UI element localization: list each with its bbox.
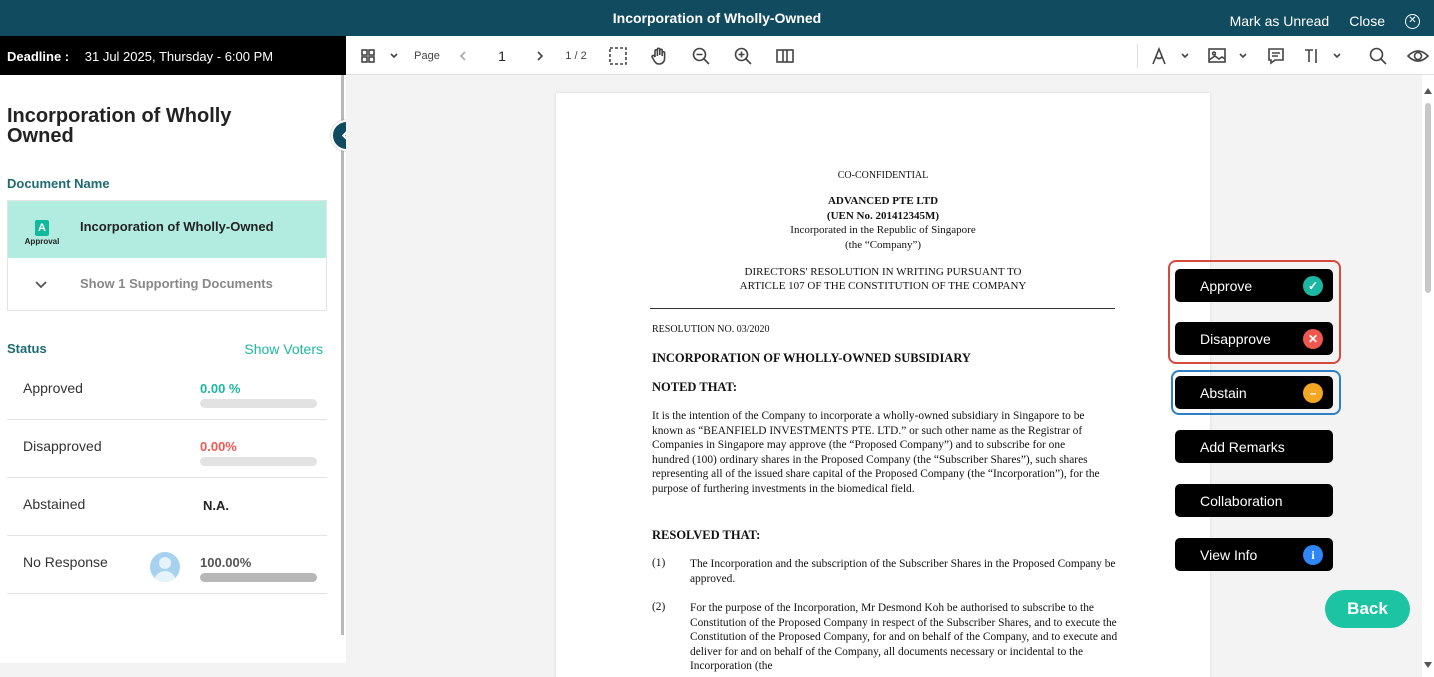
approval-badge-label: Approval xyxy=(24,237,60,246)
prev-page-icon[interactable] xyxy=(454,36,472,75)
status-row-abstained xyxy=(7,478,327,536)
check-icon: ✓ xyxy=(1303,276,1323,296)
thumbnails-icon[interactable] xyxy=(358,36,378,75)
supporting-documents-label: Show 1 Supporting Documents xyxy=(80,276,273,291)
document-card xyxy=(7,200,327,311)
top-actions xyxy=(1210,13,1420,29)
doc-item2: For the purpose of the Incorporation, Mr Desmond Koh be authorised to subscribe to the Constitution of the Proposed Company in respect of the Subscriber Shares, and to execute the Constitution of the Proposed Company, for and on behalf of the Company, and to execute and deliver for and on behalf of the Company, all documents necessary or incidental to the Incorporation (the xyxy=(690,602,1118,673)
status-label: Status xyxy=(7,341,47,356)
document-name: Incorporation of Wholly-Owned xyxy=(80,219,274,234)
approve-label: Approve xyxy=(1200,278,1253,294)
doc-item1: The Incorporation and the subscription of the Subscriber Shares in the Proposed Company be approved. xyxy=(690,558,1116,585)
viewer-scrollbar[interactable] xyxy=(1422,75,1434,677)
disapprove-button[interactable] xyxy=(1175,322,1333,355)
doc-company: ADVANCED PTE LTD xyxy=(827,195,939,207)
approval-badge-letter: A xyxy=(35,220,49,236)
ink-pen-icon[interactable] xyxy=(1148,36,1170,75)
doc-noted: NOTED THAT: xyxy=(652,380,738,394)
search-icon[interactable] xyxy=(1366,36,1390,75)
pan-hand-icon[interactable] xyxy=(647,36,671,75)
sidebar-scrollbar[interactable] xyxy=(341,75,344,635)
status-label-no-response: No Response xyxy=(23,554,108,570)
page-number-input[interactable]: 1 xyxy=(498,47,506,64)
status-value-abstained: N.A. xyxy=(203,498,229,513)
status-label-approved: Approved xyxy=(23,380,83,396)
page-total: 1 / 2 xyxy=(565,49,587,62)
chevron-down-icon[interactable] xyxy=(386,36,402,75)
status-value-disapproved: 0.00% xyxy=(200,439,237,454)
doc-resolved: RESOLVED THAT: xyxy=(652,528,761,542)
doc-resolution-line1: DIRECTORS' RESOLUTION IN WRITING PURSUANT TO xyxy=(744,266,1022,278)
avatar[interactable] xyxy=(150,552,180,582)
progress-bar-disapproved xyxy=(200,457,317,466)
status-value-approved: 0.00 % xyxy=(200,381,241,396)
collaboration-button[interactable] xyxy=(1175,484,1333,517)
close-label: Close xyxy=(1349,13,1385,29)
text-tool-icon[interactable] xyxy=(1301,36,1323,75)
document-item[interactable] xyxy=(8,201,326,258)
progress-bar-approved xyxy=(200,399,317,408)
doc-item2-num: (2) xyxy=(652,601,666,613)
eye-icon[interactable] xyxy=(1405,36,1431,75)
document-page xyxy=(556,93,1210,677)
chevron-down-icon xyxy=(35,276,47,292)
back-button[interactable]: Back xyxy=(1325,590,1410,628)
doc-uen: (UEN No. 201412345M) xyxy=(826,210,940,222)
scroll-down-icon[interactable] xyxy=(1424,662,1432,668)
collaboration-label: Collaboration xyxy=(1200,493,1283,509)
top-bar xyxy=(0,0,1434,36)
deadline-label: Deadline : xyxy=(7,49,70,64)
add-remarks-label: Add Remarks xyxy=(1200,439,1285,455)
deadline-bar xyxy=(0,36,346,75)
document-name-label: Document Name xyxy=(7,176,110,191)
status-row-approved xyxy=(7,362,327,420)
approve-button[interactable] xyxy=(1175,269,1333,302)
window-title: Incorporation of Wholly-Owned xyxy=(612,10,822,26)
comment-icon[interactable] xyxy=(1264,36,1288,75)
chevron-down-icon[interactable] xyxy=(1236,36,1250,75)
close-icon: ✕ xyxy=(1303,329,1323,349)
status-row-disapproved xyxy=(7,420,327,478)
view-info-label: View Info xyxy=(1200,547,1258,563)
deadline-value: 31 Jul 2025, Thursday - 6:00 PM xyxy=(84,49,274,64)
viewer-toolbar xyxy=(346,36,1434,75)
doc-confidential: CO-CONFIDENTIAL xyxy=(837,170,929,181)
close-icon: ✕ xyxy=(1405,14,1420,29)
page-title: Incorporation of Wholly Owned xyxy=(7,105,232,147)
image-icon[interactable] xyxy=(1205,36,1229,75)
doc-heading: INCORPORATION OF WHOLLY-OWNED SUBSIDIARY xyxy=(652,351,971,365)
doc-divider xyxy=(650,308,1115,309)
show-voters-link[interactable]: Show Voters xyxy=(244,341,323,357)
doc-item1-num: (1) xyxy=(652,557,666,569)
view-info-button[interactable] xyxy=(1175,538,1333,571)
doc-resolution-no: RESOLUTION NO. 03/2020 xyxy=(652,324,770,335)
next-page-icon[interactable] xyxy=(531,36,549,75)
close-button[interactable] xyxy=(1349,13,1420,29)
minus-icon: – xyxy=(1303,383,1323,403)
mark-as-unread-button[interactable]: Mark as Unread xyxy=(1229,13,1330,29)
approval-icon xyxy=(24,218,60,246)
doc-noted-body: It is the intention of the Company to incorporate a wholly-owned subsidiary in Singapore to be known as “BEANFIELD INVESTMENTS PTE. LTD.” or such other name as the Registrar of Companies in Singapore may approve (the “Proposed Company”) and to subscribe for one hundred (100) ordinary shares in the Proposed Company (the “Subscriber Shares”), such shares representing all of the issued share capital of the Proposed Company (the “Incorporation”), for the purpose of furthering investments in the biomedical field. xyxy=(652,410,1100,495)
status-value-no-response: 100.00% xyxy=(200,555,252,570)
marquee-select-icon[interactable] xyxy=(606,36,630,75)
status-label-disapproved: Disapproved xyxy=(23,438,102,454)
status-row-no-response xyxy=(7,536,327,594)
abstain-button[interactable] xyxy=(1175,376,1333,409)
doc-company-alias: (the “Company”) xyxy=(844,239,922,251)
info-icon: i xyxy=(1303,545,1323,565)
zoom-out-icon[interactable] xyxy=(689,36,713,75)
status-label-abstained: Abstained xyxy=(23,496,86,512)
doc-incorporated: Incorporated in the Republic of Singapore xyxy=(790,224,976,236)
chevron-down-icon[interactable] xyxy=(1330,36,1344,75)
page-layout-icon[interactable] xyxy=(773,36,797,75)
sidebar xyxy=(0,75,346,663)
scroll-thumb[interactable] xyxy=(1425,103,1431,293)
progress-bar-no-response xyxy=(200,573,317,582)
add-remarks-button[interactable] xyxy=(1175,430,1333,463)
scroll-up-icon[interactable] xyxy=(1424,88,1432,94)
chevron-down-icon[interactable] xyxy=(1178,36,1192,75)
disapprove-label: Disapprove xyxy=(1200,331,1271,347)
abstain-label: Abstain xyxy=(1200,385,1247,401)
page-label: Page xyxy=(414,49,440,62)
zoom-in-icon[interactable] xyxy=(731,36,755,75)
doc-resolution-line2: ARTICLE 107 OF THE CONSTITUTION OF THE COMPANY xyxy=(739,280,1027,292)
show-supporting-documents[interactable] xyxy=(8,258,326,311)
